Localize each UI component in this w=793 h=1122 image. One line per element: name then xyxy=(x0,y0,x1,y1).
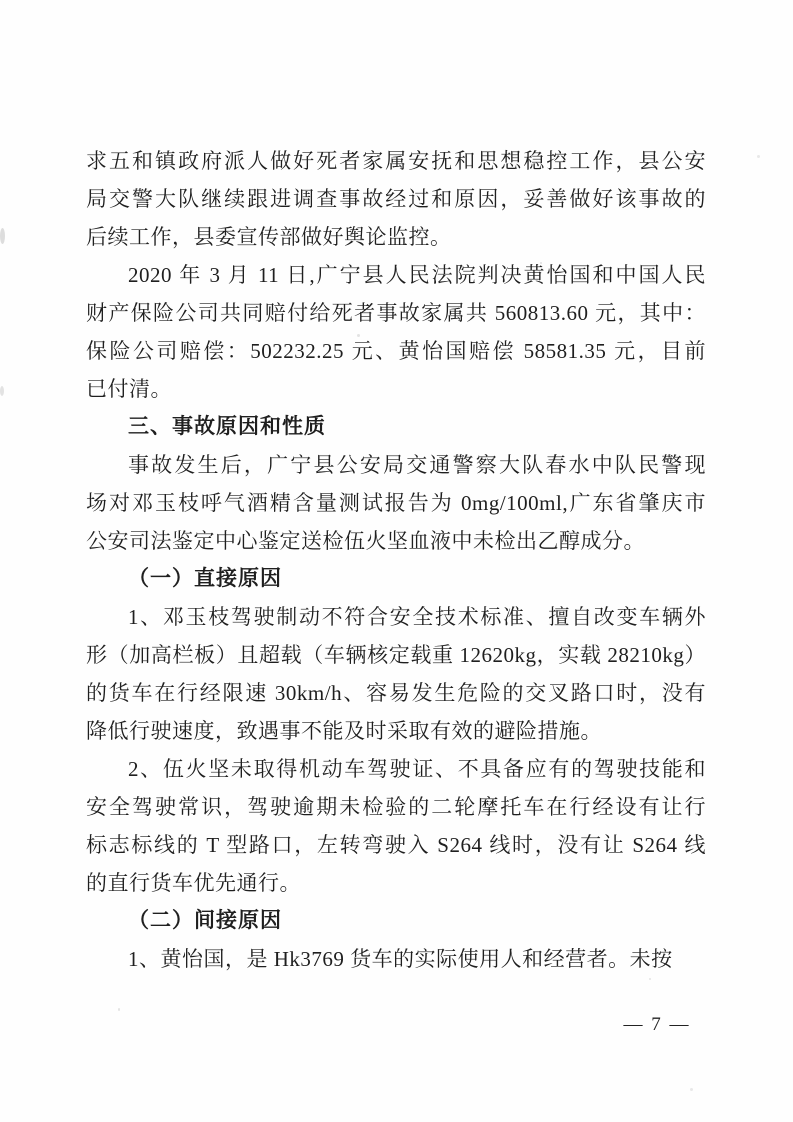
scan-speck xyxy=(757,155,760,158)
body-text-line: 财产保险公司共同赔付给死者事故家属共 560813.60 元，其中： xyxy=(86,301,706,325)
body-text-line: 已付清。 xyxy=(86,377,172,401)
body-text-line: 安全驾驶常识，驾驶逾期未检验的二轮摩托车在行经设有让行 xyxy=(86,795,706,819)
body-text-line: 的货车在行经限速 30km/h、容易发生危险的交叉路口时，没有 xyxy=(86,681,706,705)
body-text-line: 公安司法鉴定中心鉴定送检伍火坚血液中未检出乙醇成分。 xyxy=(86,529,645,553)
section-heading: （一）直接原因 xyxy=(128,567,282,590)
document-body xyxy=(86,142,706,978)
body-text-line: 1、邓玉枝驾驶制动不符合安全技术标准、擅自改变车辆外 xyxy=(128,605,706,629)
body-text-line: 事故发生后，广宁县公安局交通警察大队春水中队民警现 xyxy=(128,453,706,477)
body-text-line: 降低行驶速度，致遇事不能及时采取有效的避险措施。 xyxy=(86,719,602,743)
scan-speck xyxy=(540,262,542,264)
body-text-line: 2020 年 3 月 11 日,广宁县人民法院判决黄怡国和中国人民 xyxy=(128,263,706,287)
body-text-line: 的直行货车优先通行。 xyxy=(86,871,301,895)
body-text-line: 2、伍火坚未取得机动车驾驶证、不具备应有的驾驶技能和 xyxy=(128,757,706,781)
scan-speck xyxy=(0,228,5,244)
body-text-line: 局交警大队继续跟进调查事故经过和原因，妥善做好该事故的 xyxy=(86,187,706,211)
scan-speck xyxy=(649,978,651,980)
body-text-line: 标志标线的 T 型路口，左转弯驶入 S264 线时，没有让 S264 线 xyxy=(86,833,706,857)
scan-speck xyxy=(0,386,4,396)
body-text-line: 1、黄怡国，是 Hk3769 货车的实际使用人和经营者。未按 xyxy=(128,947,673,971)
section-heading: （二）间接原因 xyxy=(128,909,282,932)
body-text-line: 形（加高栏板）且超载（车辆核定载重 12620kg，实载 28210kg） xyxy=(86,643,706,667)
section-heading: 三、事故原因和性质 xyxy=(128,415,326,438)
scan-speck xyxy=(118,1008,120,1011)
body-text-line: 场对邓玉枝呼气酒精含量测试报告为 0mg/100ml,广东省肇庆市 xyxy=(86,491,706,515)
page-number: — 7 — xyxy=(623,1014,691,1035)
body-text-line: 求五和镇政府派人做好死者家属安抚和思想稳控工作，县公安 xyxy=(86,149,706,173)
body-text-line: 保险公司赔偿：502232.25 元、黄怡国赔偿 58581.35 元，目前 xyxy=(86,339,706,363)
scan-speck xyxy=(690,1088,693,1091)
scan-speck xyxy=(357,334,360,337)
body-text-line: 后续工作，县委宣传部做好舆论监控。 xyxy=(86,225,452,249)
